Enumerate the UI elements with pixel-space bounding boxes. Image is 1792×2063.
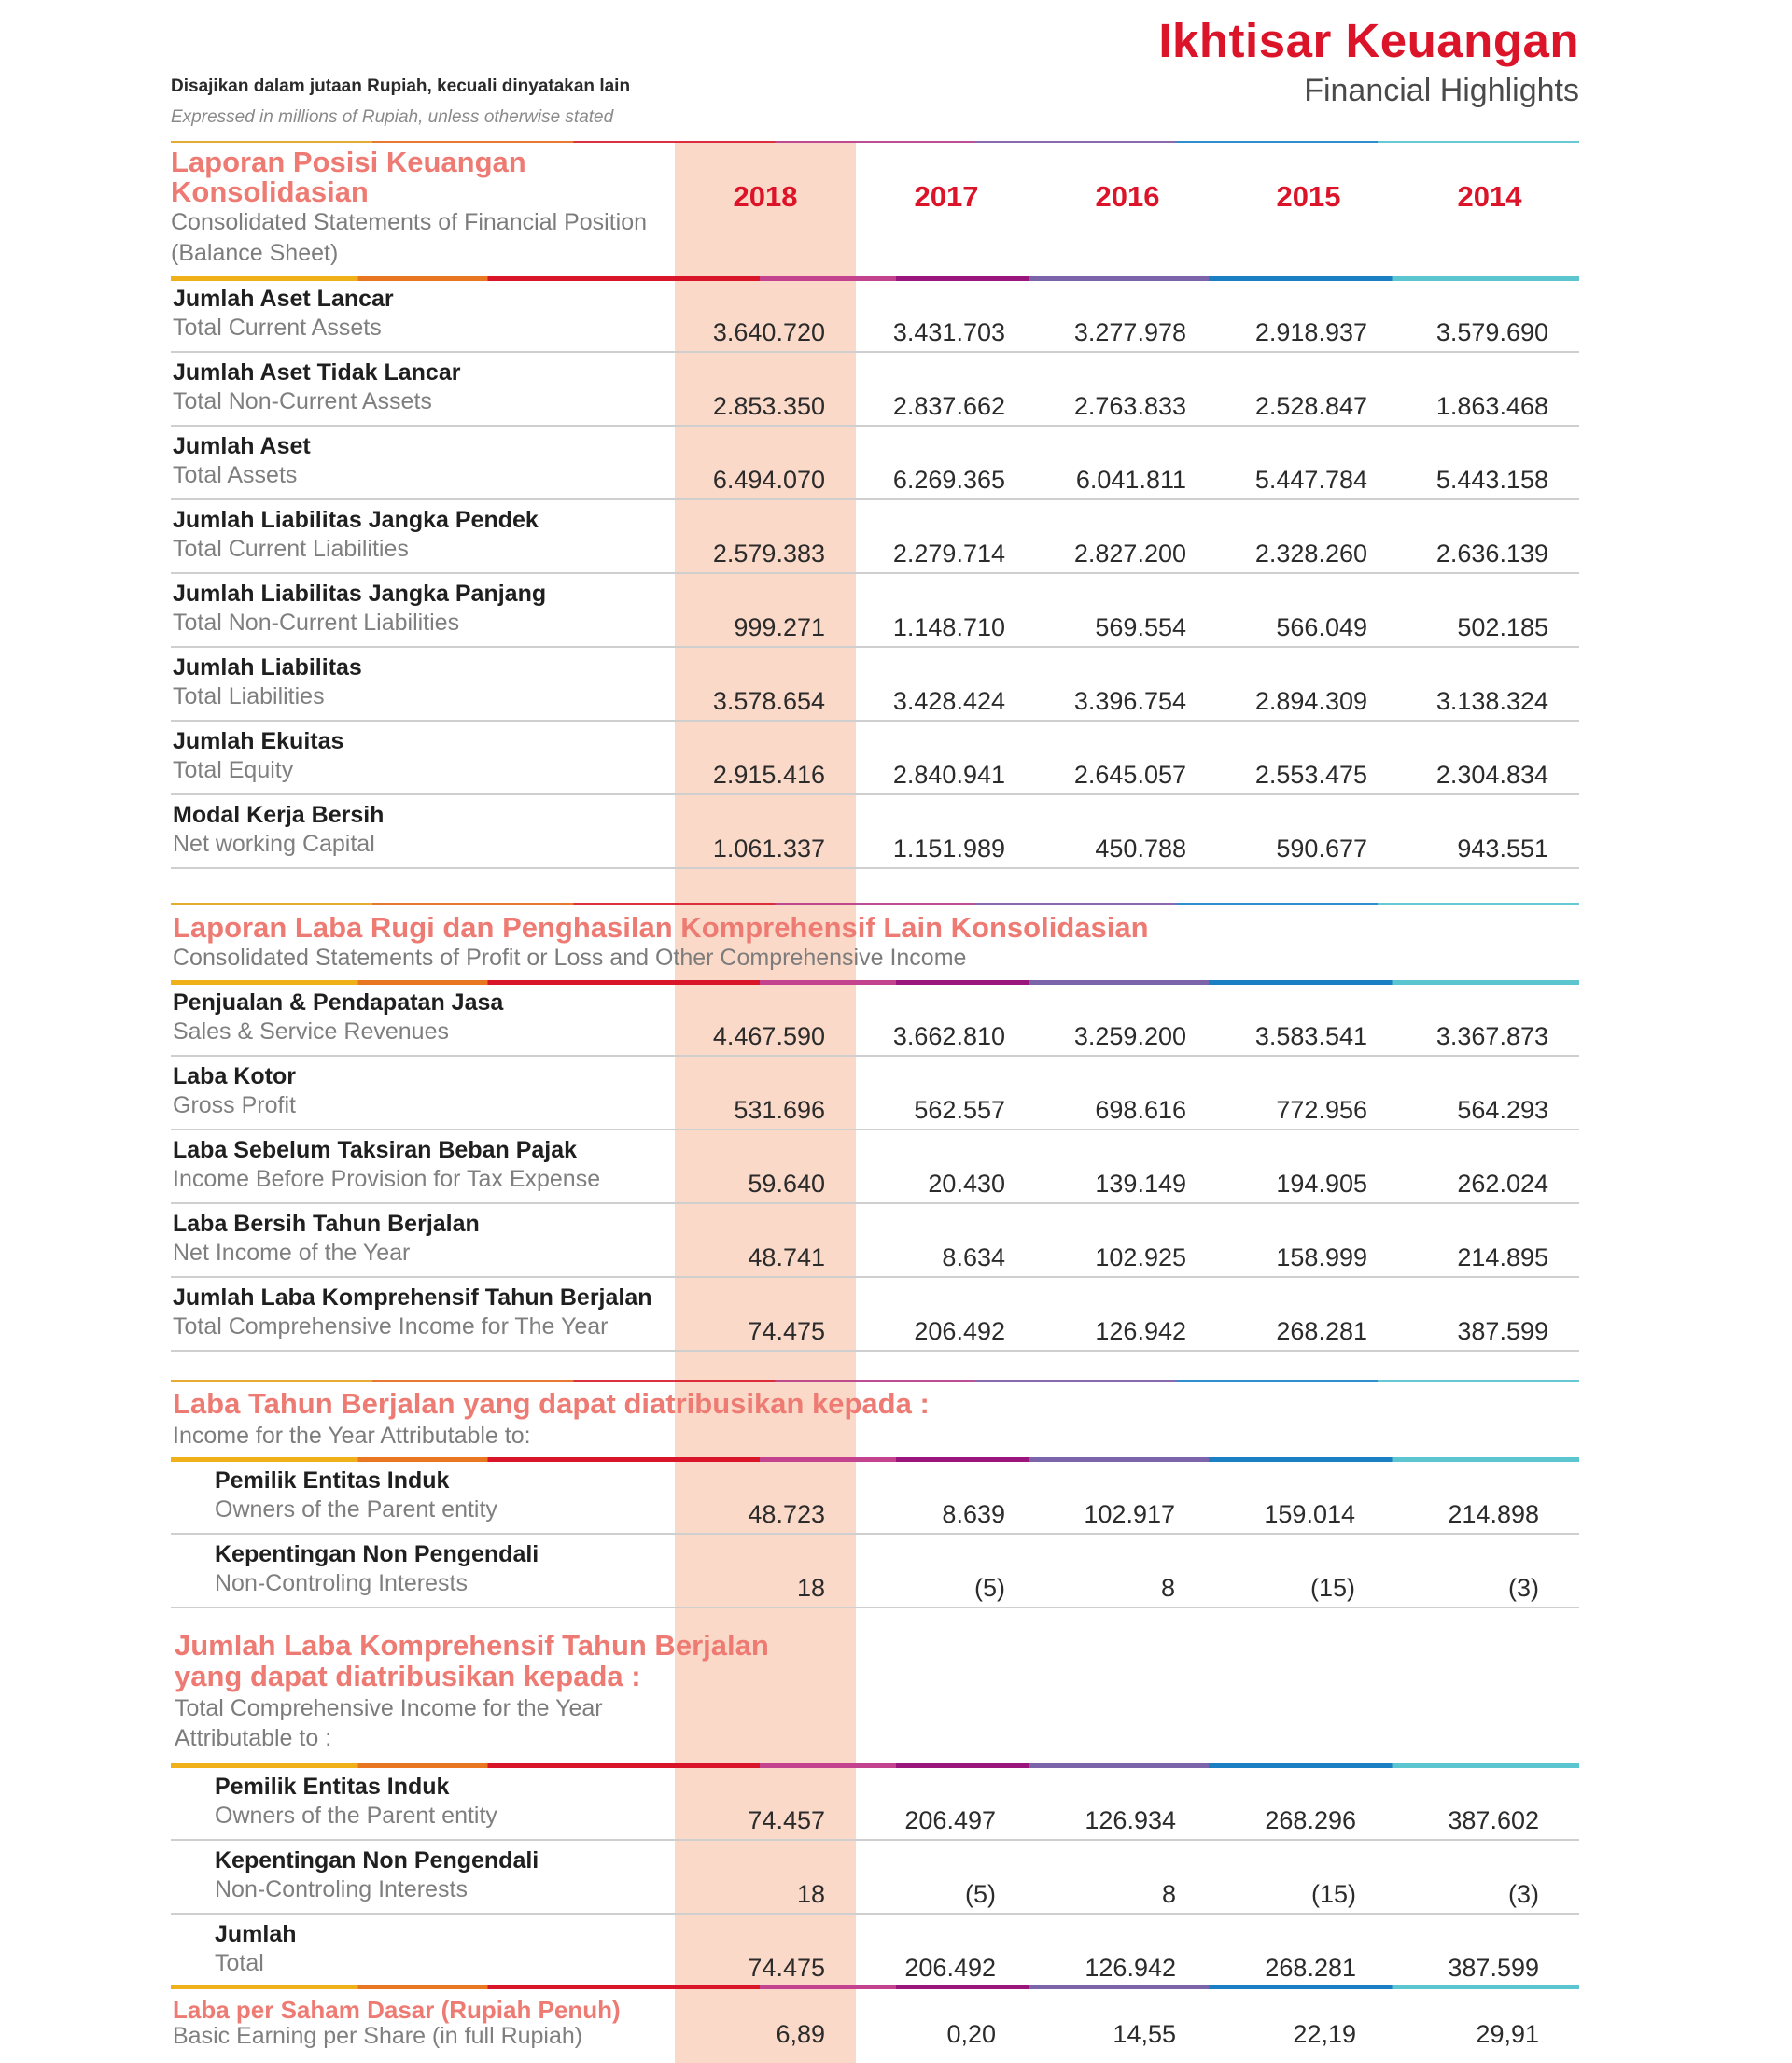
row-value: 531.696 xyxy=(734,1096,825,1124)
row-value: 126.934 xyxy=(1085,1806,1176,1834)
eps-label-id: Laba per Saham Dasar (Rupiah Penuh) xyxy=(173,1996,621,2024)
row-value: 943.551 xyxy=(1457,835,1548,863)
row-label-en: Total Assets xyxy=(173,462,298,488)
page-subtitle: Financial Highlights xyxy=(1304,73,1579,108)
row-label-id: Laba Bersih Tahun Berjalan xyxy=(173,1211,480,1237)
row-value: 6.494.070 xyxy=(712,466,825,494)
row-value: 1.151.989 xyxy=(892,835,1005,863)
row-value: 194.905 xyxy=(1276,1170,1367,1198)
row-value: 2.328.260 xyxy=(1254,540,1367,568)
row-label-en: Total Non-Current Assets xyxy=(173,388,432,414)
row-value: 18 xyxy=(796,1574,825,1602)
page-title: Ikhtisar Keuangan xyxy=(1158,14,1579,67)
row-value: 139.149 xyxy=(1095,1170,1186,1198)
row-value: 450.788 xyxy=(1095,835,1186,863)
row-value: 3.138.324 xyxy=(1435,687,1548,715)
row-label-en: Net Income of the Year xyxy=(173,1240,411,1266)
attrib-income-subtitle: Income for the Year Attributable to: xyxy=(173,1423,531,1449)
unit-note-en: Expressed in millions of Rupiah, unless otherwise stated xyxy=(171,107,614,127)
row-value: (5) xyxy=(965,1880,996,1908)
row-value: 48.723 xyxy=(748,1500,825,1528)
row-value: 3.428.424 xyxy=(892,687,1005,715)
row-value: 3.640.720 xyxy=(712,318,825,346)
row-divider xyxy=(171,572,1579,574)
attrib-income-title: Laba Tahun Berjalan yang dapat diatribusikan kepada : xyxy=(173,1387,930,1420)
attrib-comp-title-line1: Jumlah Laba Komprehensif Tahun Berjalan xyxy=(175,1629,769,1662)
row-value: 2.763.833 xyxy=(1073,392,1186,420)
row-value: 387.599 xyxy=(1457,1317,1548,1345)
section-rule xyxy=(171,1380,1579,1382)
row-divider xyxy=(171,1350,1579,1352)
row-label-en: Net working Capital xyxy=(173,831,375,857)
row-label-id: Penjualan & Pendapatan Jasa xyxy=(173,989,504,1016)
row-value: 8.634 xyxy=(942,1243,1005,1271)
attrib-comp-subtitle-line1: Total Comprehensive Income for the Year xyxy=(175,1695,603,1721)
row-value: 214.898 xyxy=(1448,1500,1539,1528)
year-header: 2016 xyxy=(1095,180,1160,213)
row-value: 102.917 xyxy=(1084,1500,1175,1528)
row-value: 8.639 xyxy=(942,1500,1005,1528)
row-label-en: Total Liabilities xyxy=(173,683,325,709)
row-value: 206.492 xyxy=(914,1317,1005,1345)
row-value: 6.041.811 xyxy=(1075,466,1186,494)
row-label-en: Gross Profit xyxy=(173,1092,296,1118)
row-value: 2.553.475 xyxy=(1254,761,1367,789)
row-value: 566.049 xyxy=(1276,613,1367,641)
row-label-id: Jumlah Liabilitas xyxy=(173,654,362,681)
row-divider xyxy=(171,646,1579,648)
row-value: 2.894.309 xyxy=(1254,687,1367,715)
row-divider xyxy=(171,498,1579,500)
row-divider xyxy=(171,1276,1579,1278)
row-label-en: Sales & Service Revenues xyxy=(173,1018,449,1045)
row-label-id: Jumlah Aset xyxy=(173,433,311,459)
row-divider xyxy=(171,867,1579,869)
section-rule xyxy=(171,980,1579,985)
row-value: 18 xyxy=(796,1880,825,1908)
row-label-en: Income Before Provision for Tax Expense xyxy=(173,1166,601,1192)
row-label-id: Jumlah xyxy=(215,1921,297,1947)
row-label-id: Modal Kerja Bersih xyxy=(173,802,385,828)
row-label-en: Non-Controling Interests xyxy=(215,1570,468,1596)
row-value: 4.467.590 xyxy=(712,1022,825,1050)
balance-title-line2: Konsolidasian xyxy=(171,175,369,208)
income-subtitle: Consolidated Statements of Profit or Loss and Other Comprehensive Income xyxy=(173,945,967,971)
row-divider xyxy=(171,1533,1579,1535)
eps-value: 14,55 xyxy=(1113,2020,1176,2048)
row-label-en: Total xyxy=(215,1950,264,1976)
row-label-id: Kepentingan Non Pengendali xyxy=(215,1847,539,1874)
section-rule xyxy=(171,1763,1579,1768)
section-rule xyxy=(171,276,1579,281)
row-value: 74.475 xyxy=(748,1317,825,1345)
row-label-id: Jumlah Liabilitas Jangka Panjang xyxy=(173,581,547,607)
row-value: 2.918.937 xyxy=(1254,318,1367,346)
row-label-id: Pemilik Entitas Induk xyxy=(215,1774,450,1800)
row-value: 387.602 xyxy=(1448,1806,1539,1834)
row-value: 6.269.365 xyxy=(892,466,1005,494)
row-value: 3.578.654 xyxy=(712,687,825,715)
row-value: 3.259.200 xyxy=(1073,1022,1186,1050)
row-value: 698.616 xyxy=(1095,1096,1186,1124)
row-divider xyxy=(171,793,1579,795)
row-value: 999.271 xyxy=(734,613,825,641)
section-rule xyxy=(171,141,1579,143)
row-label-id: Kepentingan Non Pengendali xyxy=(215,1541,539,1567)
row-label-id: Jumlah Aset Tidak Lancar xyxy=(173,359,461,386)
year-header: 2014 xyxy=(1457,180,1522,213)
row-value: 2.528.847 xyxy=(1254,392,1367,420)
row-label-en: Total Current Liabilities xyxy=(173,536,409,562)
year-header: 2015 xyxy=(1276,180,1341,213)
row-value: 2.304.834 xyxy=(1435,761,1548,789)
row-divider xyxy=(171,425,1579,427)
row-value: 2.915.416 xyxy=(712,761,825,789)
row-label-en: Total Equity xyxy=(173,757,294,783)
row-value: 126.942 xyxy=(1095,1317,1186,1345)
row-value: 59.640 xyxy=(748,1170,825,1198)
eps-value: 0,20 xyxy=(946,2020,996,2048)
row-value: 387.599 xyxy=(1448,1954,1539,1982)
row-divider xyxy=(171,720,1579,722)
row-value: 3.579.690 xyxy=(1435,318,1548,346)
row-value: 1.148.710 xyxy=(892,613,1005,641)
row-value: 158.999 xyxy=(1276,1243,1367,1271)
attrib-comp-title-line2: yang dapat diatribusikan kepada : xyxy=(175,1660,641,1692)
income-title: Laporan Laba Rugi dan Penghasilan Komprehensif Lain Konsolidasian xyxy=(173,911,1149,944)
row-value: 74.457 xyxy=(748,1806,825,1834)
row-label-en: Non-Controling Interests xyxy=(215,1876,468,1902)
row-label-id: Laba Sebelum Taksiran Beban Pajak xyxy=(173,1137,578,1163)
row-value: (15) xyxy=(1309,1574,1355,1602)
row-value: 5.447.784 xyxy=(1254,466,1367,494)
row-value: 3.396.754 xyxy=(1073,687,1186,715)
row-value: 214.895 xyxy=(1457,1243,1548,1271)
row-value: 562.557 xyxy=(914,1096,1005,1124)
row-divider xyxy=(171,351,1579,353)
row-value: 2.645.057 xyxy=(1073,761,1186,789)
row-value: 3.662.810 xyxy=(892,1022,1005,1050)
row-label-en: Total Non-Current Liabilities xyxy=(173,610,460,636)
row-value: 2.279.714 xyxy=(892,540,1005,568)
row-value: 569.554 xyxy=(1095,613,1186,641)
section-rule xyxy=(171,1457,1579,1462)
row-value: 206.492 xyxy=(904,1954,996,1982)
row-value: 564.293 xyxy=(1457,1096,1548,1124)
row-value: 3.583.541 xyxy=(1254,1022,1367,1050)
row-label-id: Jumlah Aset Lancar xyxy=(173,286,394,312)
row-value: (15) xyxy=(1310,1880,1356,1908)
row-value: 3.277.978 xyxy=(1073,318,1186,346)
section-rule xyxy=(171,903,1579,905)
row-value: (5) xyxy=(974,1574,1005,1602)
row-value: 48.741 xyxy=(748,1243,825,1271)
row-label-en: Owners of the Parent entity xyxy=(215,1496,497,1523)
eps-value: 6,89 xyxy=(776,2020,825,2048)
eps-value: 29,91 xyxy=(1476,2020,1539,2048)
row-label-id: Jumlah Liabilitas Jangka Pendek xyxy=(173,507,539,533)
row-label-id: Jumlah Ekuitas xyxy=(173,728,344,754)
row-label-en: Owners of the Parent entity xyxy=(215,1803,497,1829)
row-value: 74.475 xyxy=(748,1954,825,1982)
row-value: 159.014 xyxy=(1264,1500,1355,1528)
row-value: (3) xyxy=(1508,1880,1539,1908)
row-value: 1.863.468 xyxy=(1435,392,1548,420)
unit-note-id: Disajikan dalam jutaan Rupiah, kecuali dinyatakan lain xyxy=(171,77,631,96)
row-label-id: Jumlah Laba Komprehensif Tahun Berjalan xyxy=(173,1284,652,1311)
row-value: 2.837.662 xyxy=(892,392,1005,420)
row-value: 268.281 xyxy=(1265,1954,1356,1982)
row-label-en: Total Comprehensive Income for The Year xyxy=(173,1313,609,1340)
row-value: 8 xyxy=(1160,1574,1175,1602)
row-divider xyxy=(171,1202,1579,1204)
row-value: 8 xyxy=(1161,1880,1176,1908)
section-rule xyxy=(171,1985,1579,1989)
row-value: 102.925 xyxy=(1095,1243,1186,1271)
row-label-en: Total Current Assets xyxy=(173,315,382,341)
row-value: 5.443.158 xyxy=(1435,466,1548,494)
eps-label-en: Basic Earning per Share (in full Rupiah) xyxy=(173,2023,583,2049)
row-label-id: Pemilik Entitas Induk xyxy=(215,1467,450,1494)
row-value: 206.497 xyxy=(904,1806,996,1834)
row-value: 590.677 xyxy=(1276,835,1367,863)
row-value: 20.430 xyxy=(928,1170,1005,1198)
balance-subtitle-line1: Consolidated Statements of Financial Position xyxy=(171,209,648,235)
row-value: 2.853.350 xyxy=(712,392,825,420)
row-value: 772.956 xyxy=(1276,1096,1367,1124)
row-value: 268.296 xyxy=(1265,1806,1356,1834)
row-value: 502.185 xyxy=(1457,613,1548,641)
row-value: 268.281 xyxy=(1276,1317,1367,1345)
row-label-id: Laba Kotor xyxy=(173,1063,296,1089)
row-value: 2.636.139 xyxy=(1435,540,1548,568)
row-divider xyxy=(171,1129,1579,1130)
row-value: (3) xyxy=(1508,1574,1539,1602)
balance-subtitle-line2: (Balance Sheet) xyxy=(171,240,339,266)
row-value: 262.024 xyxy=(1457,1170,1548,1198)
row-value: 2.579.383 xyxy=(712,540,825,568)
eps-value: 22,19 xyxy=(1293,2020,1356,2048)
year-header: 2018 xyxy=(733,180,798,213)
row-divider xyxy=(171,1913,1579,1915)
attrib-comp-subtitle-line2: Attributable to : xyxy=(175,1725,332,1751)
row-value: 2.827.200 xyxy=(1073,540,1186,568)
row-value: 1.061.337 xyxy=(712,835,825,863)
row-divider xyxy=(171,1839,1579,1841)
year-header: 2017 xyxy=(914,180,979,213)
row-value: 126.942 xyxy=(1085,1954,1176,1982)
row-value: 3.367.873 xyxy=(1435,1022,1548,1050)
row-value: 2.840.941 xyxy=(892,761,1005,789)
row-divider xyxy=(171,1607,1579,1608)
balance-title-line1: Laporan Posisi Keuangan xyxy=(171,146,526,178)
row-value: 3.431.703 xyxy=(892,318,1005,346)
row-divider xyxy=(171,1055,1579,1057)
